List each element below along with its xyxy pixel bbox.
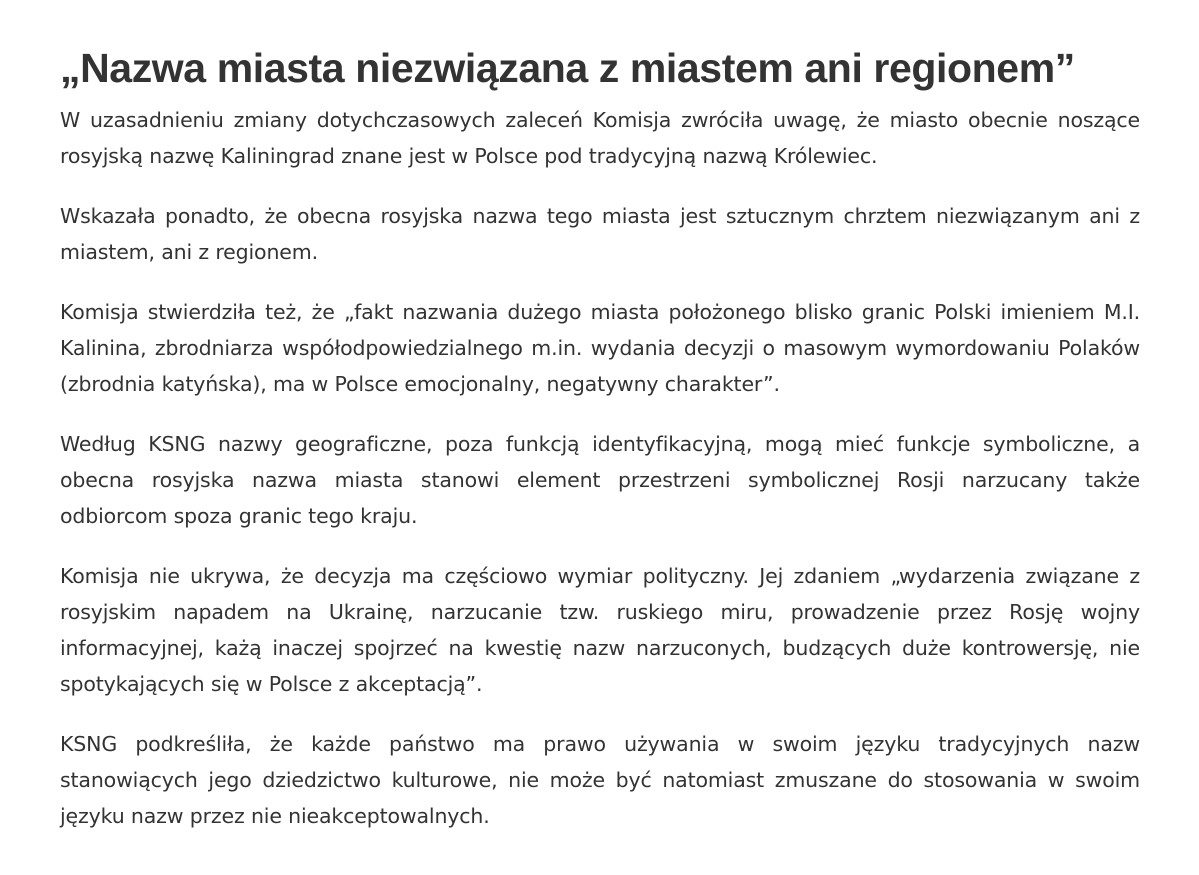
- paragraph-5: Komisja nie ukrywa, że decyzja ma częściowo wymiar polityczny. Jej zdaniem „wydarzenia związane z rosyjskim napadem na Ukrainę, narzucanie tzw. ruskiego miru, prowadzenie przez Rosję wojny informacyjnej, każą inaczej spojrzeć na kwestię nazw narzuconych, budzących duże kontrowersję, nie spotykających się w Polsce z akceptacją”.: [60, 564, 1140, 696]
- section-heading: „Nazwa miasta niezwiązana z miastem ani regionem”: [60, 45, 1075, 91]
- article-body: [60, 40, 1140, 858]
- paragraph-1: W uzasadnieniu zmiany dotychczasowych zaleceń Komisja zwróciła uwagę, że miasto obecnie noszące rosyjską nazwę Kaliningrad znane jest w Polsce pod tradycyjną nazwą Królewiec.: [60, 108, 1140, 168]
- paragraph-3: Komisja stwierdziła też, że „fakt nazwania dużego miasta położonego blisko granic Polski imieniem M.I. Kalinina, zbrodniarza współodpowiedzialnego m.in. wydania decyzji o masowym wymordowaniu Polaków (zbrodnia katyńska), ma w Polsce emocjonalny, negatywny charakter”.: [60, 300, 1140, 396]
- paragraph-6: KSNG podkreśliła, że każde państwo ma prawo używania w swoim języku tradycyjnych nazw stanowiących jego dziedzictwo kulturowe, nie może być natomiast zmuszane do stosowania w swoim języku nazw przez nie nieakceptowalnych.: [60, 732, 1140, 828]
- paragraph-4: Według KSNG nazwy geograficzne, poza funkcją identyfikacyjną, mogą mieć funkcje symboliczne, a obecna rosyjska nazwa miasta stanowi element przestrzeni symbolicznej Rosji narzucany także odbiorcom spoza granic tego kraju.: [60, 432, 1140, 528]
- paragraph-2: Wskazała ponadto, że obecna rosyjska nazwa tego miasta jest sztucznym chrztem niezwiązanym ani z miastem, ani z regionem.: [60, 204, 1140, 264]
